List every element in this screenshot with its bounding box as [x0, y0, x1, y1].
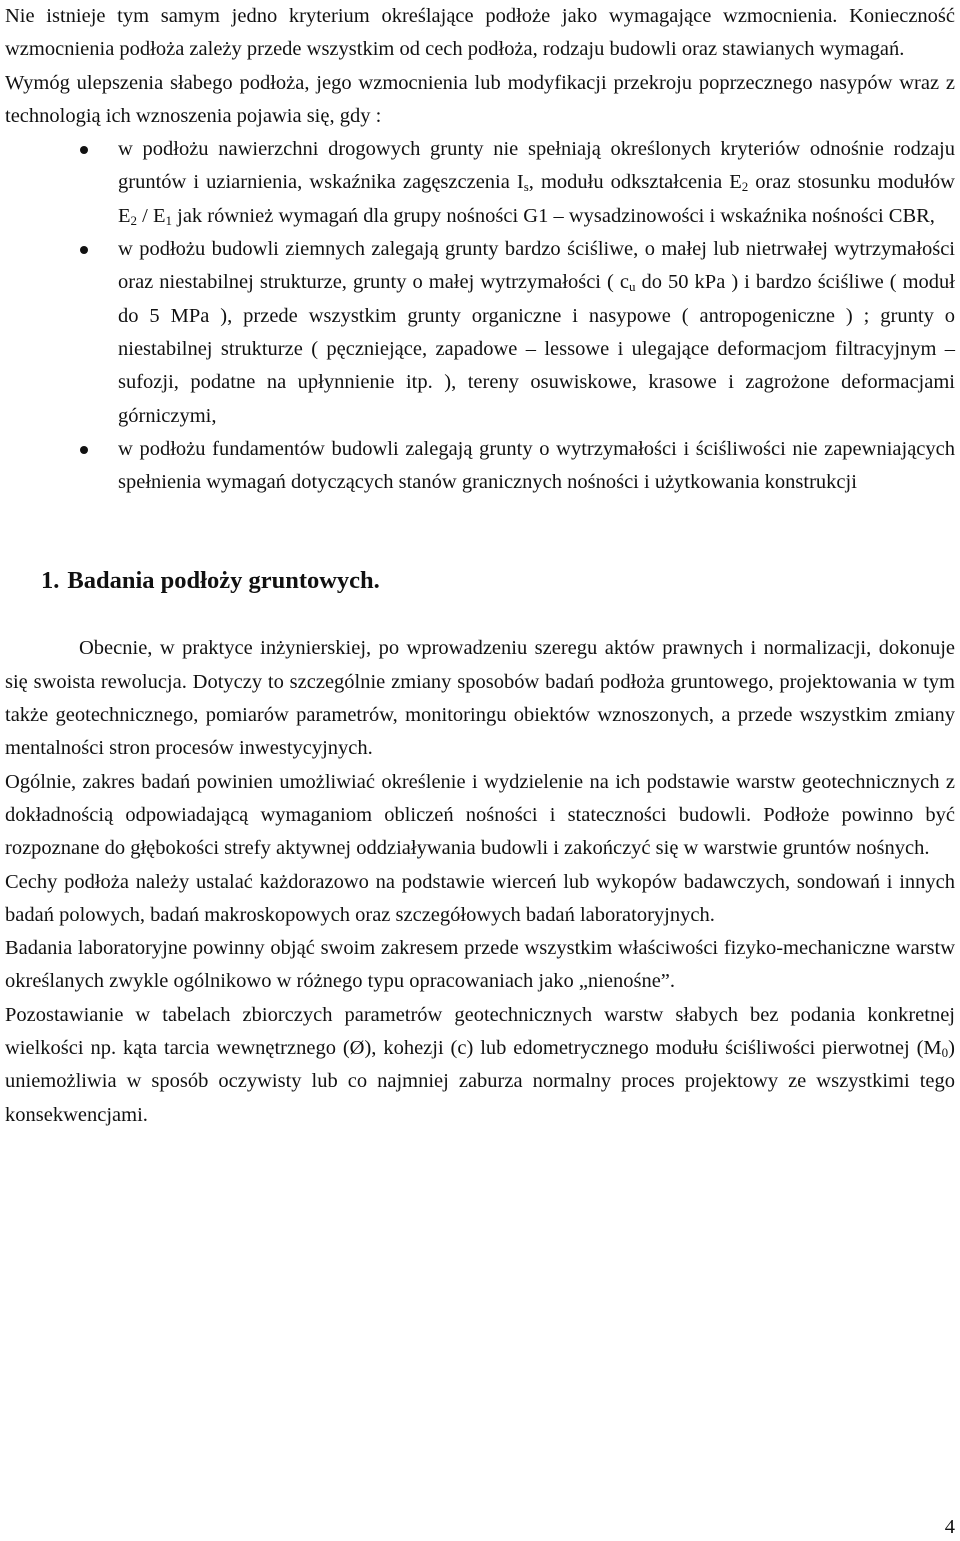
bullet-icon [80, 146, 88, 154]
requirements-list [5, 133, 955, 499]
list-item: w podłożu fundamentów budowli zalegają grunty o wytrzymałości i ściśliwości nie zapewniających spełnienia wymagań dotyczących stanów granicznych nośności i użytkowania konstrukcji [118, 433, 955, 500]
intro-paragraph-2: Wymóg ulepszenia słabego podłoża, jego wzmocnienia lub modyfikacji przekroju poprzecznego nasypów wraz z technologią ich wznoszenia pojawia się, gdy : [5, 71, 955, 127]
body-paragraph-4: Badania laboratoryjne powinny objąć swoim zakresem przede wszystkim właściwości fizyko-mechaniczne warstw określanych zwykle ogólnikowo w różnego typu opracowaniach jako „nienośne”. [5, 937, 955, 993]
page-number: 4 [944, 1516, 955, 1538]
body-paragraph-3: Cechy podłoża należy ustalać każdorazowo na podstawie wierceń lub wykopów badawczych, sondowań i innych badań polowych, badań makroskopowych oraz szczegółowych badań laboratoryjnych. [5, 870, 955, 926]
body-paragraph-2: Ogólnie, zakres badań powinien umożliwiać określenie i wydzielenie na ich podstawie warstw geotechnicznych z dokładnością odpowiadającą wymaganiom obliczeń nośności i stateczności budowli. Podłoże powinno być rozpoznane do głębokości strefy aktywnej oddziaływania budowli i zakończyć się w warstwie gruntów nośnych. [5, 770, 955, 860]
bullet-icon [80, 446, 88, 454]
section-number: 1. [41, 567, 60, 595]
section-title: Badania podłoży gruntowych. [67, 567, 380, 595]
body-paragraph-5: Pozostawianie w tabelach zbiorczych parametrów geotechnicznych warstw słabych bez podania konkretnej wielkości np. kąta tarcia wewnętrznego (Ø), kohezji (c) lub edometrycznego modułu ściśliwości pierwotnej $(M_0)$ uniemożliwia w sposób oczywisty lub co najmniej zaburza normalny proces projektowy ze wszystkimi tego konsekwencjami. [5, 1003, 955, 1126]
spacer [5, 599, 955, 632]
section-heading [5, 563, 955, 599]
intro-paragraph-1: Nie istnieje tym samym jedno kryterium określające podłoże jako wymagające wzmocnienia. Konieczność wzmocnienia podłoża zależy przede wszystkim od cech podłoża, rodzaju budowli oraz stawianych wymagań. [5, 5, 955, 61]
list-item: w podłożu nawierzchni drogowych grunty nie spełniają określonych kryteriów odnośnie rodzaju gruntów i uziarnienia, wskaźnika zagęszczenia $I_s$, modułu odkształcenia $E_2$ oraz stosunku modułów $E_2 / E_1$ jak również wymagań dla grupy nośności G1 – wysadzinowości i wskaźnika nośności CBR, [118, 133, 955, 233]
body-paragraph-1: Obecnie, w praktyce inżynierskiej, po wprowadzeniu szeregu aktów prawnych i normalizacji, dokonuje się swoista rewolucja. Dotyczy to szczególnie zmiany sposobów badań podłoża gruntowego, projektowania w tym także geotechnicznego, pomiarów parametrów, monitoringu obiektów wznoszonych, a przede wszystkim zmiany mentalności stron procesów inwestycyjnych. [5, 637, 955, 760]
bullet-icon [80, 246, 88, 254]
list-item: w podłożu budowli ziemnych zalegają grunty bardzo ściśliwe, o małej lub nietrwałej wytrzymałości oraz niestabilnej strukturze, grunty o małej wytrzymałości ( $c_u$ do 50 kPa ) i bardzo ściśliwe ( moduł do 5 MPa ), przede wszystkim grunty organiczne i nasypowe ( antropogeniczne ) ; grunty o niestabilnej strukturze ( pęczniejące, zapadowe – lessowe i ulegające deformacjom filtracyjnym – sufozji, podatne na upłynnienie itp. ), tereny osuwiskowe, krasowe i zagrożone deformacjami górniczymi, [118, 233, 955, 433]
document-page [5, 0, 955, 1132]
